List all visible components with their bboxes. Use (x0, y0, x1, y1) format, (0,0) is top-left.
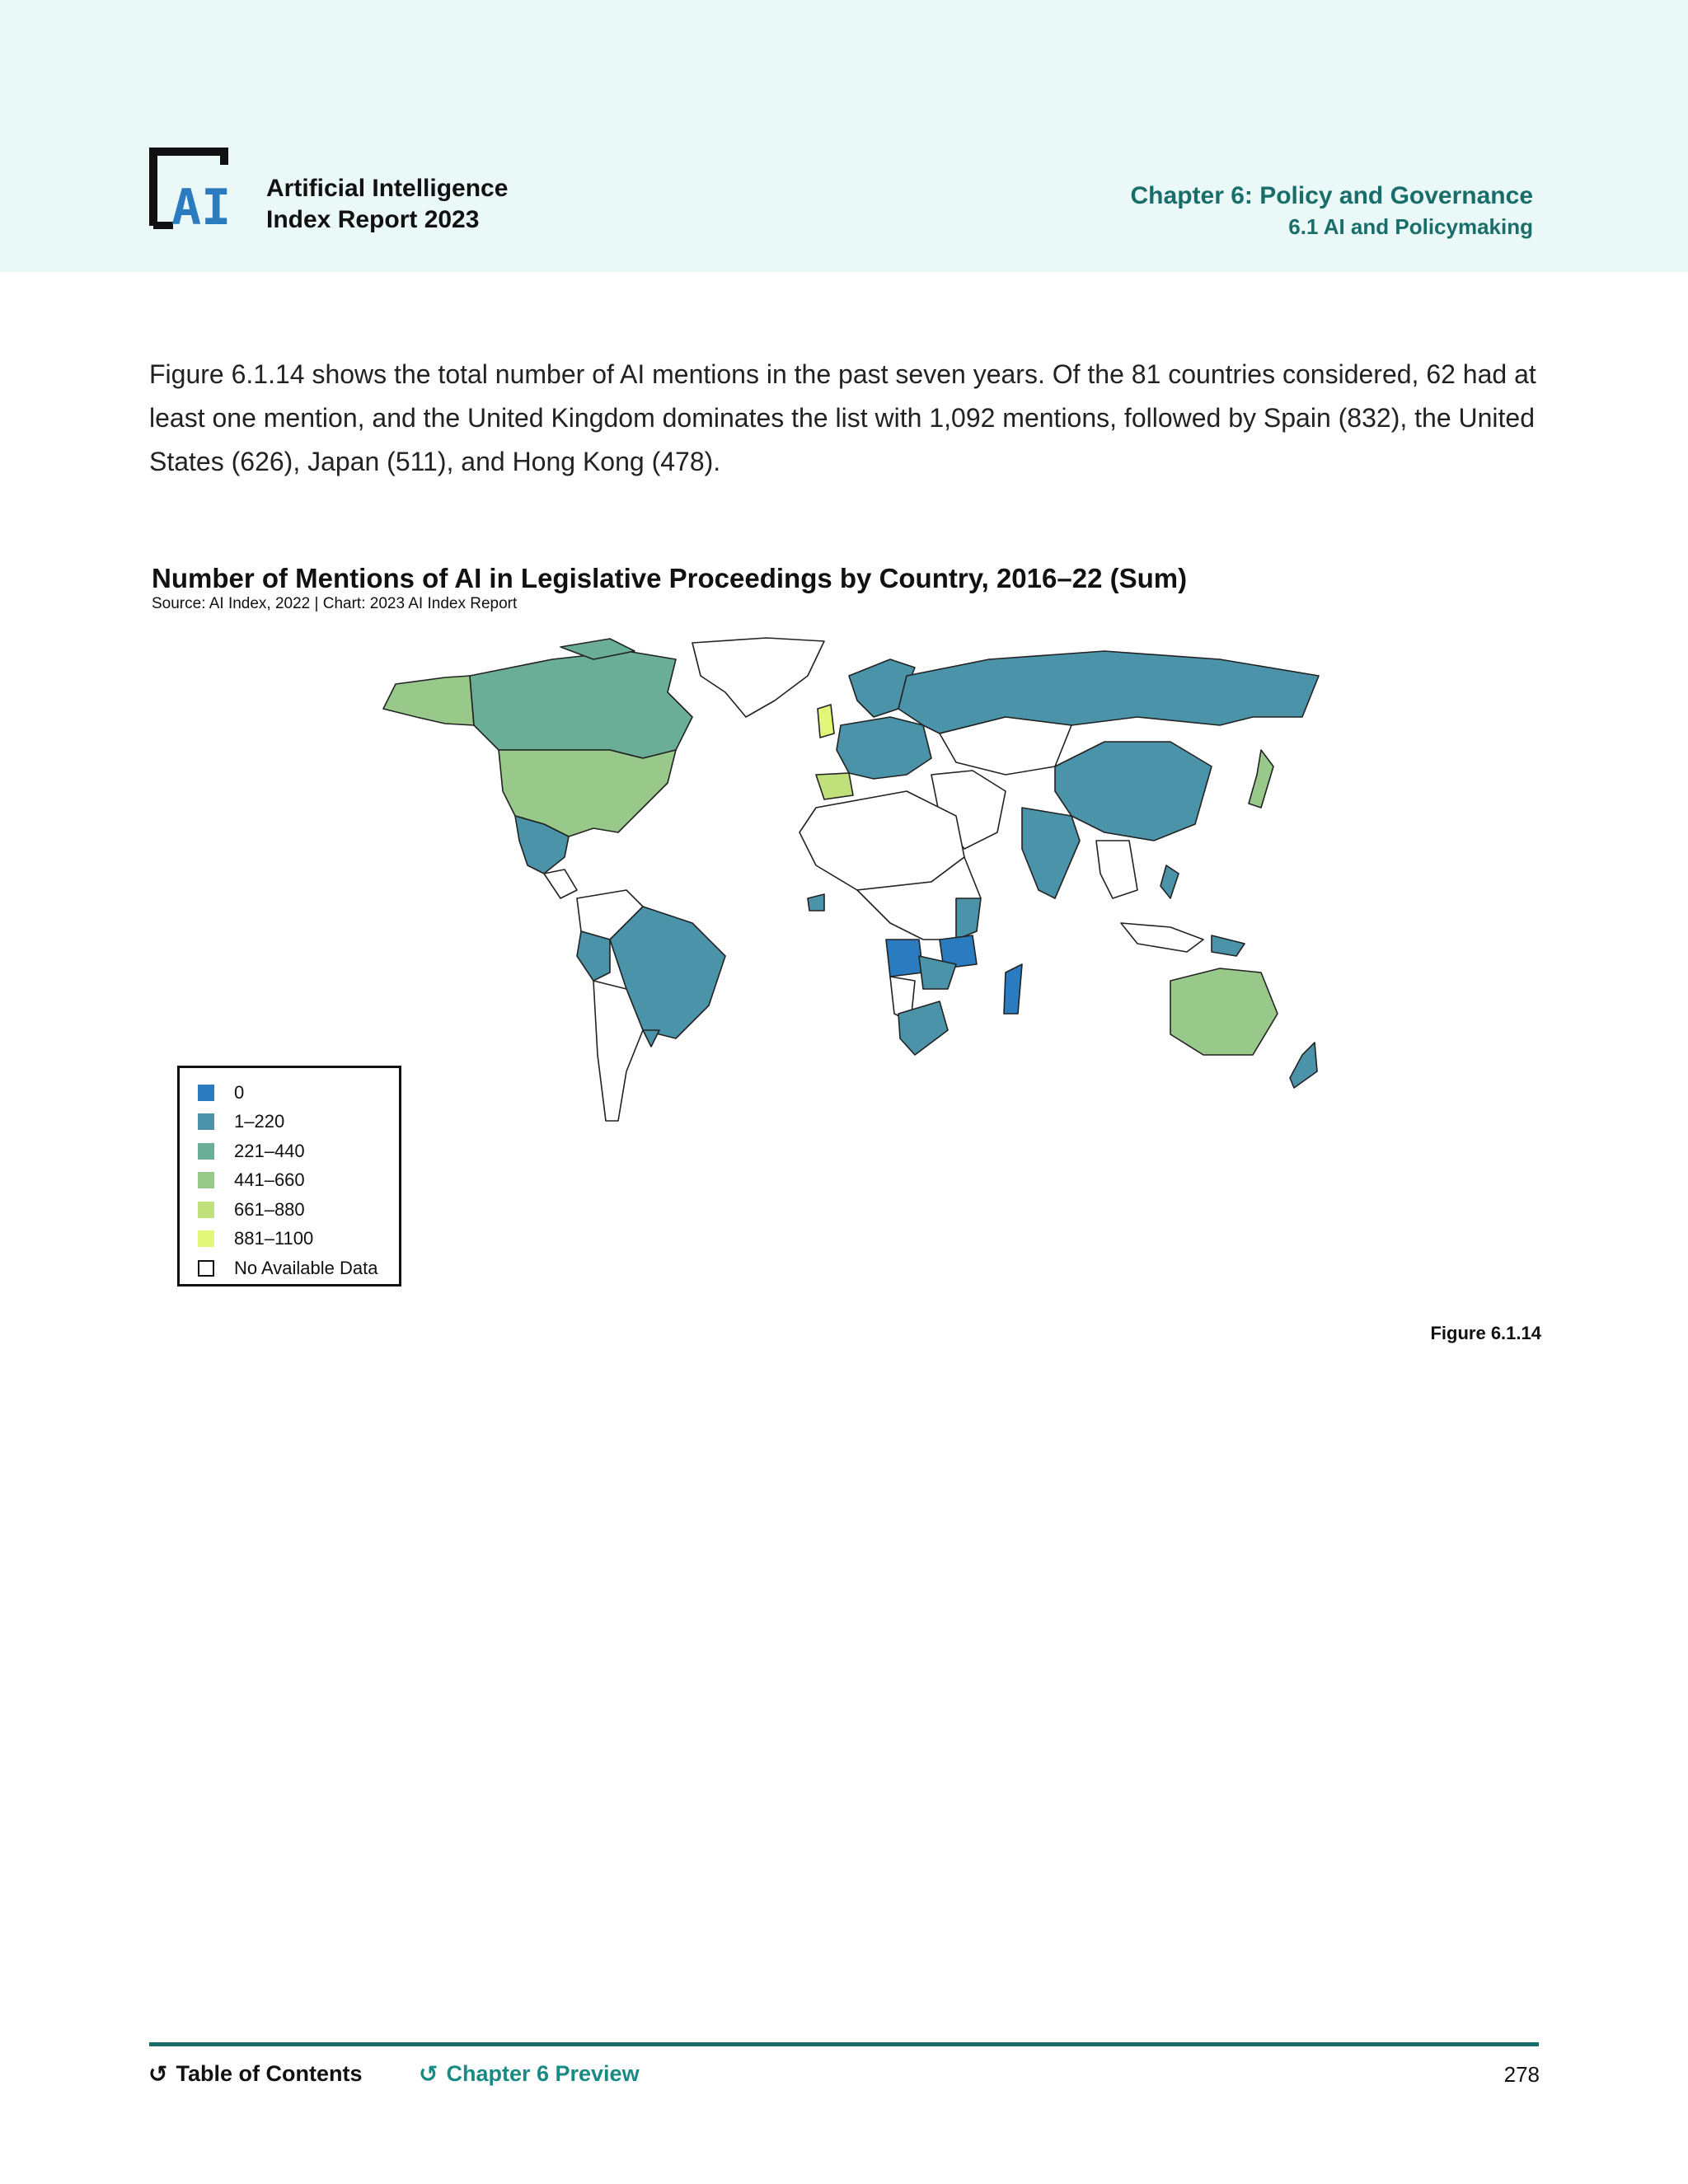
legend-label: 441–660 (234, 1169, 305, 1191)
legend-label: 661–880 (234, 1198, 305, 1220)
map-china (1055, 742, 1212, 841)
map-angola (886, 940, 923, 977)
toc-label: Table of Contents (176, 2061, 363, 2086)
map-new-zealand (1290, 1043, 1317, 1088)
body-paragraph: Figure 6.1.14 shows the total number of AI mentions in the past seven years. Of the 81 countries considered, 62 had at least one mention, and the United Kingdom dominates the list with 1,092 mentions, followed by Spain (832), the United States (626), Japan (511), and Hong Kong (478). (149, 359, 1536, 476)
map-uk (818, 705, 834, 738)
legend-label: 0 (234, 1081, 245, 1103)
legend-swatch (198, 1172, 214, 1188)
map-india (1022, 808, 1080, 898)
map-russia (898, 651, 1319, 733)
legend-item (198, 1137, 399, 1166)
legend-item (198, 1254, 399, 1283)
map-kenya (956, 898, 981, 940)
figure-label: Figure 6.1.14 (1430, 1323, 1541, 1343)
section-title[interactable]: 6.1 AI and Policymaking (1288, 214, 1533, 239)
report-brand (266, 173, 508, 236)
legend-label: 881–1100 (234, 1228, 314, 1249)
legend-swatch (198, 1085, 214, 1101)
legend-item (198, 1108, 399, 1137)
legend-item (198, 1078, 399, 1108)
return-arrow-icon: ↺ (148, 2061, 168, 2087)
map-papua (1212, 935, 1245, 956)
page-number: 278 (1503, 2062, 1540, 2087)
legend-swatch (198, 1260, 214, 1277)
map-legend (177, 1066, 401, 1286)
chapter-heading (1131, 180, 1533, 241)
map-west-africa-coast (808, 894, 824, 911)
map-australia (1170, 968, 1278, 1055)
map-alaska (383, 676, 474, 725)
return-arrow-icon: ↺ (419, 2061, 438, 2087)
chart-title: Number of Mentions of AI in Legislative Proceedings by Country, 2016–22 (Sum) (152, 563, 1188, 593)
brand-line-2: Index Report 2023 (266, 206, 480, 233)
map-greenland (692, 638, 824, 717)
map-central-america (544, 869, 577, 898)
legend-item (198, 1166, 399, 1196)
map-se-asia (1096, 841, 1137, 898)
map-madagascar (1004, 964, 1022, 1014)
map-europe (837, 717, 931, 779)
map-peru (577, 931, 610, 981)
legend-label: 221–440 (234, 1140, 305, 1161)
page-header (0, 0, 1688, 272)
table-of-contents-link[interactable] (148, 2060, 362, 2088)
logo-text: AI (171, 179, 232, 229)
legend-swatch (198, 1202, 214, 1218)
chart-source: Source: AI Index, 2022 | Chart: 2023 AI Index Report (152, 595, 518, 612)
chapter-preview-link[interactable] (419, 2060, 640, 2088)
map-uruguay (643, 1030, 659, 1047)
map-philippines (1160, 865, 1179, 898)
legend-item (198, 1225, 399, 1254)
chapter-title[interactable]: Chapter 6: Policy and Governance (1130, 182, 1533, 209)
legend-swatch (198, 1230, 214, 1247)
map-japan (1249, 750, 1273, 808)
preview-label: Chapter 6 Preview (446, 2061, 640, 2086)
legend-label: No Available Data (234, 1257, 378, 1278)
ai-index-logo (148, 147, 241, 229)
legend-swatch (198, 1113, 214, 1130)
map-spain (816, 773, 853, 799)
world-choropleth-map (280, 626, 1484, 1203)
footer-divider (149, 2042, 1539, 2046)
map-indonesia (1121, 923, 1203, 952)
brand-line-1: Artificial Intelligence (266, 175, 509, 202)
legend-item (198, 1195, 399, 1225)
legend-label: 1–220 (234, 1111, 285, 1132)
map-canada (470, 651, 692, 758)
legend-swatch (198, 1143, 214, 1160)
